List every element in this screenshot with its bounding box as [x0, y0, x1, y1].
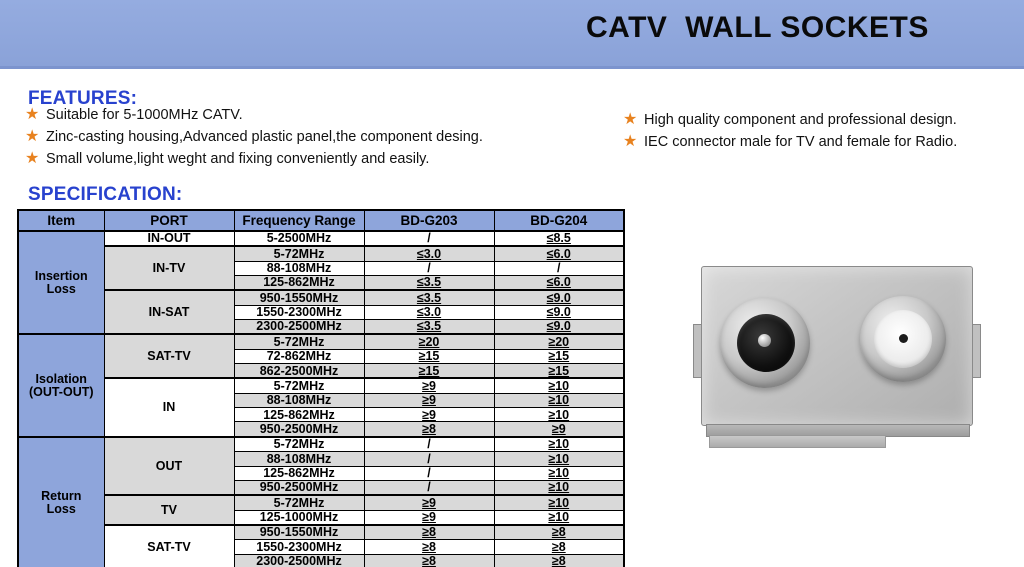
bd-g203-cell: ≥9 — [364, 408, 494, 422]
bd-g204-cell: ≥20 — [494, 334, 624, 349]
bd-g203-cell: ≥8 — [364, 554, 494, 567]
bd-g204-cell: ≥10 — [494, 408, 624, 422]
bd-g204-cell: / — [494, 261, 624, 275]
bd-g203-cell: ≤3.5 — [364, 276, 494, 291]
feature-text: Zinc-casting housing,Advanced plastic panel,the component desing. — [46, 129, 483, 145]
specification-heading: SPECIFICATION: — [28, 184, 183, 205]
bd-g204-cell: ≤6.0 — [494, 276, 624, 291]
bottom-lip-lower — [709, 435, 886, 448]
bd-g204-cell: ≥8 — [494, 554, 624, 567]
col-header-bd-g203: BD-G203 — [364, 210, 494, 231]
feature-item — [623, 109, 957, 131]
spec-table-header-row — [18, 210, 624, 231]
port-cell: SAT-TV — [104, 334, 234, 378]
bd-g204-cell: ≤9.0 — [494, 290, 624, 305]
bd-g204-cell: ≥10 — [494, 393, 624, 407]
bd-g204-cell: ≤6.0 — [494, 246, 624, 261]
bd-g203-cell: ≥15 — [364, 349, 494, 363]
bd-g204-cell: ≥10 — [494, 495, 624, 510]
freq-cell: 5-72MHz — [234, 334, 364, 349]
spec-table-row — [18, 495, 624, 510]
bd-g204-cell: ≤9.0 — [494, 305, 624, 319]
feature-item — [623, 131, 957, 153]
col-header-bd-g204: BD-G204 — [494, 210, 624, 231]
feature-text: Suitable for 5-1000MHz CATV. — [46, 107, 243, 123]
spec-table-row — [18, 378, 624, 393]
freq-cell: 1550-2300MHz — [234, 305, 364, 319]
freq-cell: 950-2500MHz — [234, 480, 364, 495]
bd-g203-cell: / — [364, 261, 494, 275]
spec-table-body — [18, 231, 624, 567]
spec-table-row — [18, 334, 624, 349]
feature-item — [25, 126, 483, 148]
features-list-right — [623, 109, 957, 153]
col-header-frequency-range: Frequency Range — [234, 210, 364, 231]
item-cell: Insertion Loss — [18, 231, 104, 334]
bd-g204-cell: ≥10 — [494, 466, 624, 480]
item-cell: Isolation (OUT-OUT) — [18, 334, 104, 436]
bd-g203-cell: ≥9 — [364, 510, 494, 525]
port-cell: IN-TV — [104, 246, 234, 290]
bd-g203-cell: ≥20 — [364, 334, 494, 349]
spec-table-row — [18, 290, 624, 305]
freq-cell: 5-72MHz — [234, 378, 364, 393]
freq-cell: 5-2500MHz — [234, 231, 364, 246]
bd-g204-cell: ≥10 — [494, 480, 624, 495]
star-icon: ★ — [623, 133, 638, 150]
star-icon: ★ — [25, 128, 40, 145]
col-header-port: PORT — [104, 210, 234, 231]
bd-g204-cell: ≥10 — [494, 510, 624, 525]
bd-g204-cell: ≤8.5 — [494, 231, 624, 246]
bd-g204-cell: ≥8 — [494, 525, 624, 540]
product-photo — [692, 258, 984, 458]
port-cell: IN-SAT — [104, 290, 234, 334]
col-header-item: Item — [18, 210, 104, 231]
connector-pin — [758, 334, 771, 347]
star-icon: ★ — [25, 106, 40, 123]
star-icon: ★ — [623, 111, 638, 128]
port-cell: SAT-TV — [104, 525, 234, 567]
freq-cell: 125-1000MHz — [234, 510, 364, 525]
spec-table-row — [18, 231, 624, 246]
bd-g203-cell: / — [364, 437, 494, 452]
bd-g203-cell: / — [364, 466, 494, 480]
bd-g204-cell: ≥10 — [494, 452, 624, 466]
bd-g203-cell: ≤3.5 — [364, 320, 494, 335]
bd-g203-cell: ≥8 — [364, 540, 494, 554]
item-cell: Return Loss — [18, 437, 104, 567]
bd-g203-cell: ≥15 — [364, 364, 494, 379]
freq-cell: 72-862MHz — [234, 349, 364, 363]
freq-cell: 1550-2300MHz — [234, 540, 364, 554]
freq-cell: 88-108MHz — [234, 452, 364, 466]
features-list-left — [25, 104, 483, 170]
bd-g203-cell: ≥9 — [364, 393, 494, 407]
bd-g204-cell: ≥10 — [494, 437, 624, 452]
bd-g203-cell: ≥9 — [364, 495, 494, 510]
star-icon: ★ — [25, 150, 40, 167]
port-cell: IN-OUT — [104, 231, 234, 246]
features-heading: FEATURES: — [28, 88, 138, 109]
spec-table — [17, 209, 625, 567]
page-title: CATV WALL SOCKETS — [586, 11, 929, 44]
port-cell: OUT — [104, 437, 234, 495]
freq-cell: 5-72MHz — [234, 246, 364, 261]
feature-text: High quality component and professional design. — [644, 112, 957, 128]
spec-table-row — [18, 246, 624, 261]
bd-g203-cell: ≥8 — [364, 422, 494, 437]
feature-item — [25, 148, 483, 170]
port-cell: IN — [104, 378, 234, 436]
bd-g203-cell: / — [364, 231, 494, 246]
connector-hole — [899, 334, 908, 343]
spec-table-row — [18, 437, 624, 452]
freq-cell: 862-2500MHz — [234, 364, 364, 379]
bd-g204-cell: ≥9 — [494, 422, 624, 437]
feature-text: IEC connector male for TV and female for Radio. — [644, 134, 958, 150]
bd-g203-cell: ≥8 — [364, 525, 494, 540]
bd-g203-cell: ≤3.0 — [364, 246, 494, 261]
bd-g203-cell: ≤3.5 — [364, 290, 494, 305]
freq-cell: 125-862MHz — [234, 408, 364, 422]
freq-cell: 125-862MHz — [234, 276, 364, 291]
freq-cell: 950-1550MHz — [234, 290, 364, 305]
feature-text: Small volume,light weght and fixing conveniently and easily. — [46, 151, 430, 167]
bd-g203-cell: ≤3.0 — [364, 305, 494, 319]
feature-item — [25, 104, 483, 126]
freq-cell: 88-108MHz — [234, 261, 364, 275]
freq-cell: 5-72MHz — [234, 437, 364, 452]
freq-cell: 950-1550MHz — [234, 525, 364, 540]
header-banner — [0, 0, 1024, 69]
freq-cell: 88-108MHz — [234, 393, 364, 407]
freq-cell: 125-862MHz — [234, 466, 364, 480]
bd-g203-cell: / — [364, 480, 494, 495]
freq-cell: 2300-2500MHz — [234, 320, 364, 335]
freq-cell: 5-72MHz — [234, 495, 364, 510]
bd-g204-cell: ≤9.0 — [494, 320, 624, 335]
freq-cell: 2300-2500MHz — [234, 554, 364, 567]
bd-g203-cell: / — [364, 452, 494, 466]
bd-g204-cell: ≥8 — [494, 540, 624, 554]
bd-g204-cell: ≥15 — [494, 364, 624, 379]
bd-g204-cell: ≥10 — [494, 378, 624, 393]
bd-g204-cell: ≥15 — [494, 349, 624, 363]
freq-cell: 950-2500MHz — [234, 422, 364, 437]
port-cell: TV — [104, 495, 234, 525]
bd-g203-cell: ≥9 — [364, 378, 494, 393]
spec-table-row — [18, 525, 624, 540]
